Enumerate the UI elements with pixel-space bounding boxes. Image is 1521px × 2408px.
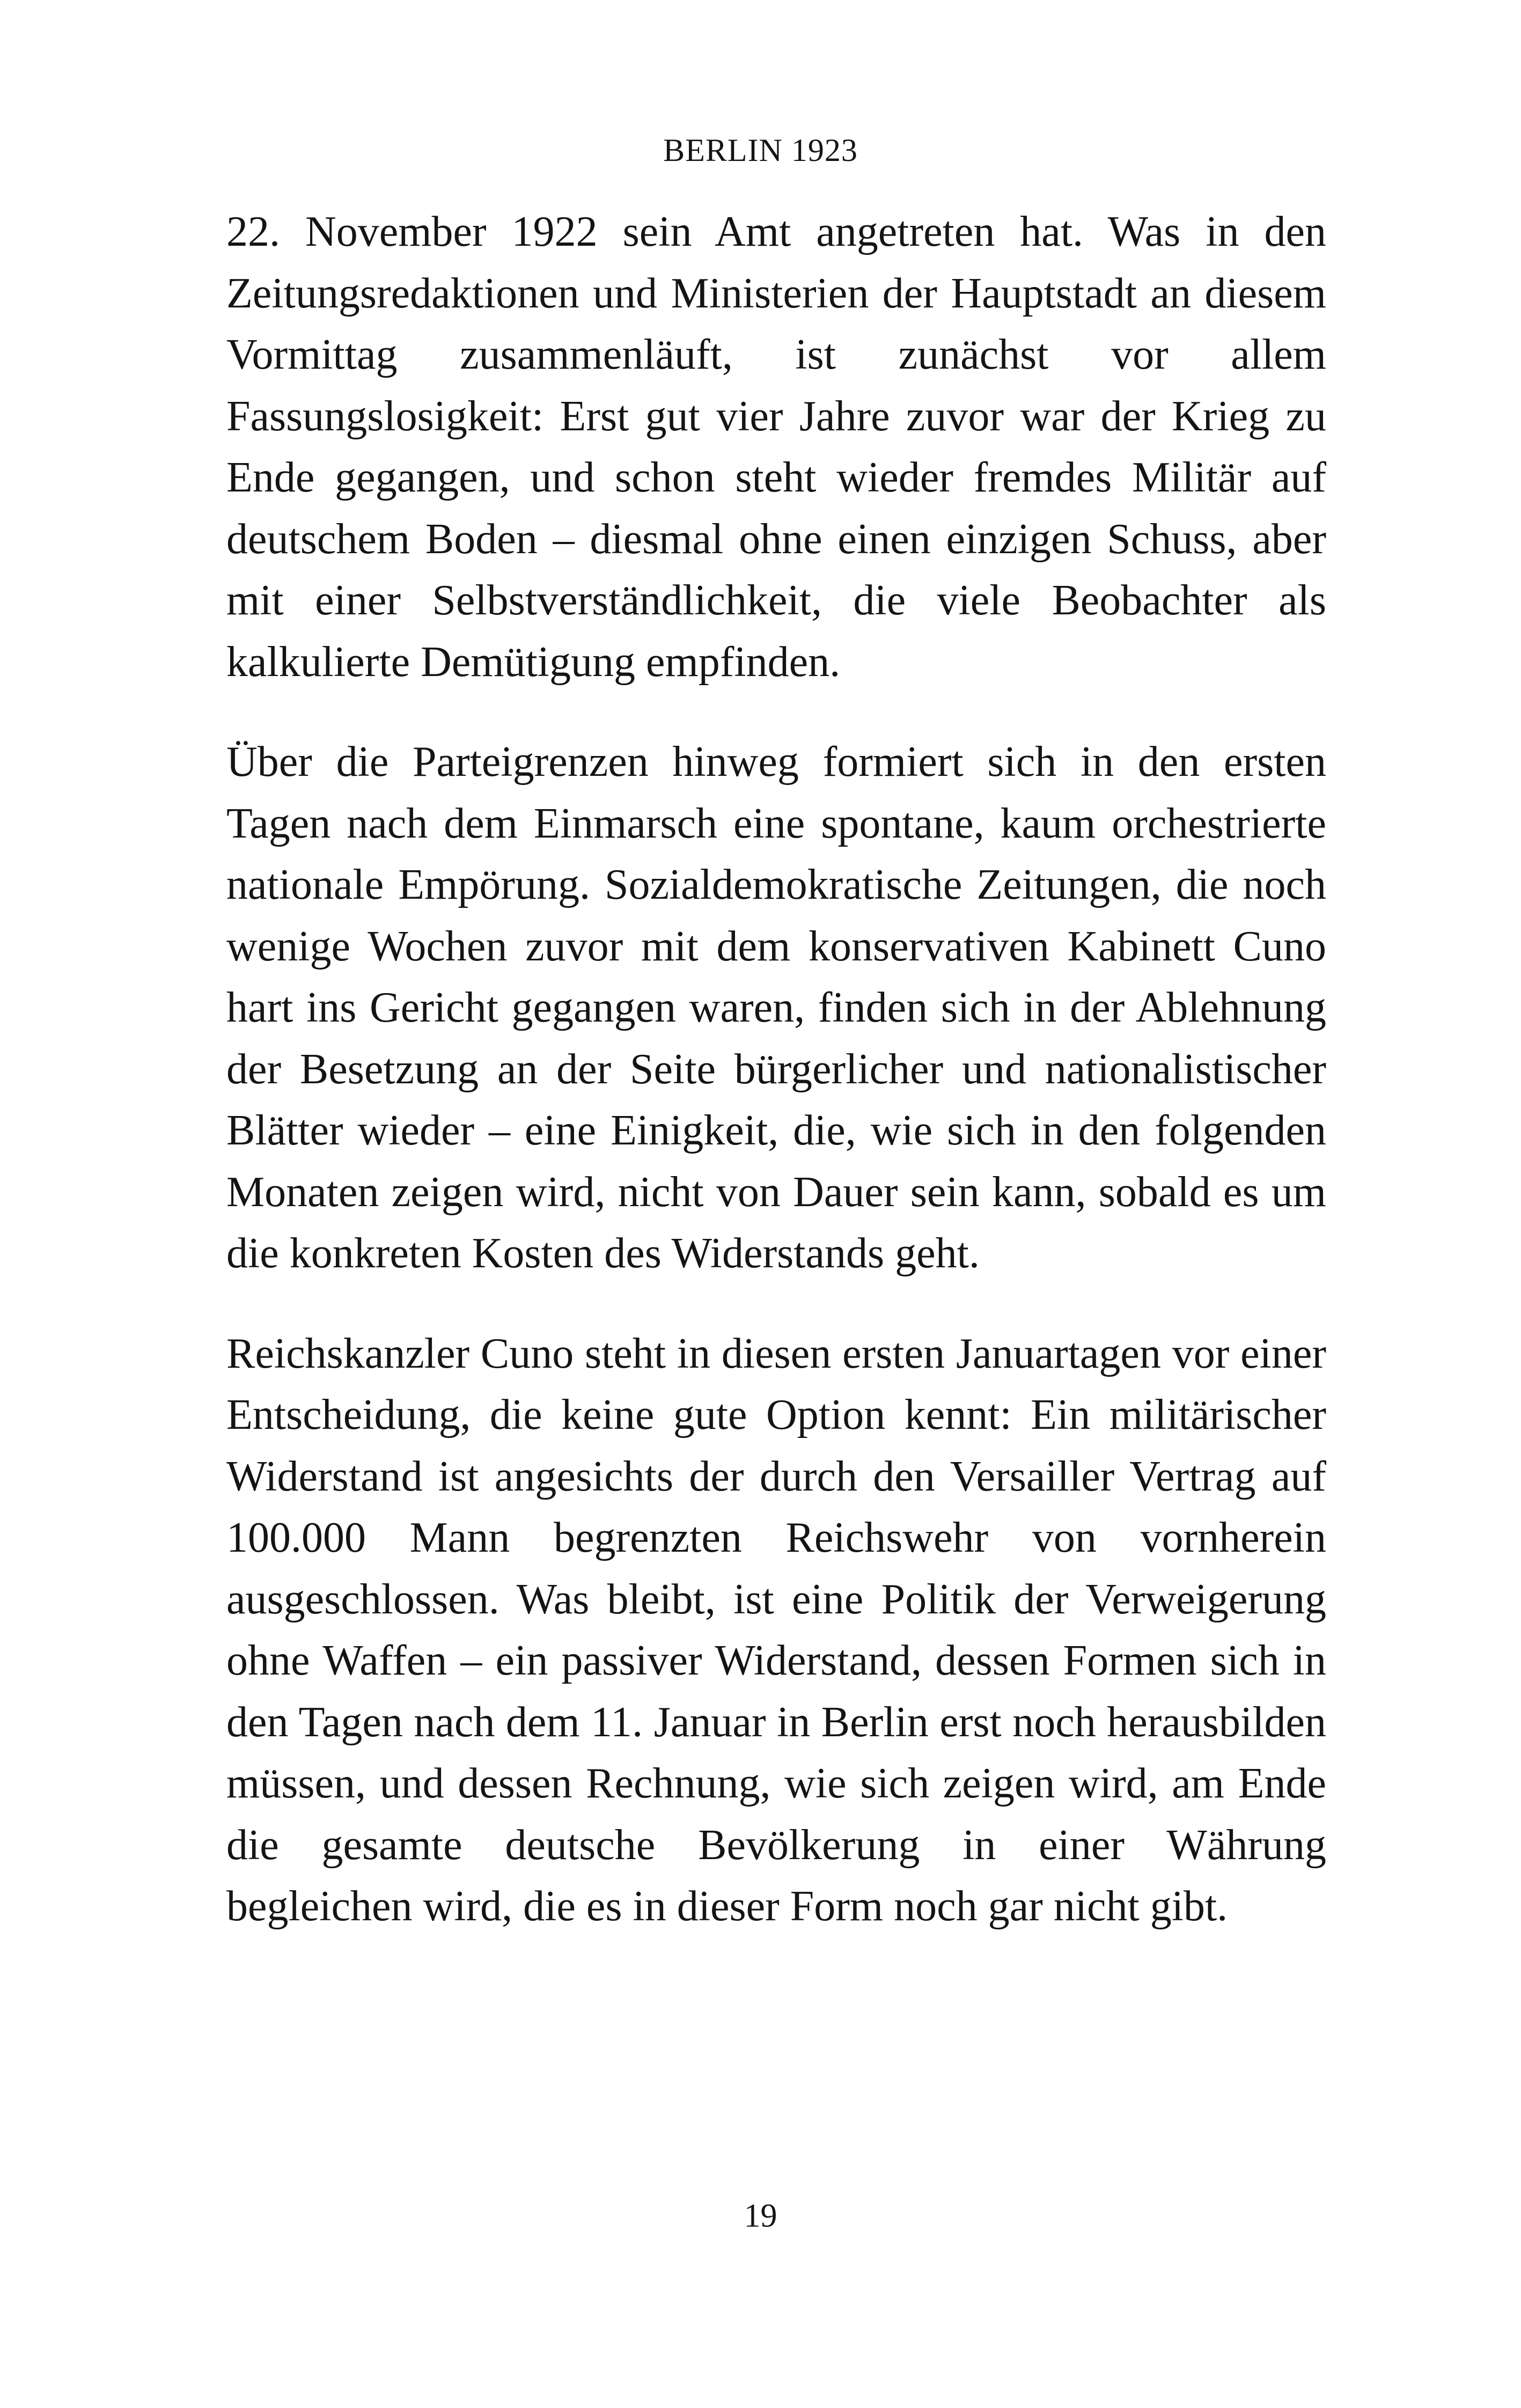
paragraph: 22. November 1922 sein Amt angetreten hat. Was in den Zeitungsredaktionen und Ministerien der Hauptstadt an diesem Vormittag zusammenläuft, ist zunächst vor allem Fassungslosigkeit: Erst gut vier Jahre zuvor war der Krieg zu Ende gegangen, und schon steht wieder fremdes Militär auf deutschem Boden – diesmal ohne einen einzigen Schuss, aber mit einer Selbstverständlichkeit, die viele Beobachter als kalkulierte Demütigung empfinden.: [226, 208, 1326, 686]
paragraph: Über die Parteigrenzen hinweg formiert sich in den ersten Tagen nach dem Einmarsch eine spontane, kaum orchestrierte nationale Empörung. Sozialdemokratische Zeitungen, die noch wenige Wochen zuvor mit dem konservativen Kabinett Cuno hart ins Gericht gegangen waren, finden sich in der Ablehnung der Besetzung an der Seite bürgerlicher und nationalistischer Blätter wieder – eine Einigkeit, die, wie sich in den folgenden Monaten zeigen wird, nicht von Dauer sein kann, sobald es um die konkreten Kosten des Widerstands geht.: [226, 738, 1326, 1277]
page-number: 19: [744, 2198, 777, 2234]
body-text: [226, 201, 1326, 1976]
running-head: BERLIN 1923: [663, 133, 858, 168]
paragraph: Reichskanzler Cuno steht in diesen ersten Januartagen vor einer Entscheidung, die keine gute Option kennt: Ein militärischer Widerstand ist angesichts der durch den Versailler Vertrag auf 100.000 Mann begrenzten Reichswehr von vornherein ausgeschlossen. Was bleibt, ist eine Politik der Verweigerung ohne Waffen – ein passiver Widerstand, dessen Formen sich in den Tagen nach dem 11. Januar in Berlin erst noch herausbilden müssen, und dessen Rechnung, wie sich zeigen wird, am Ende die gesamte deutsche Bevölkerung in einer Währung begleichen wird, die es in dieser Form noch gar nicht gibt.: [226, 1330, 1326, 1930]
